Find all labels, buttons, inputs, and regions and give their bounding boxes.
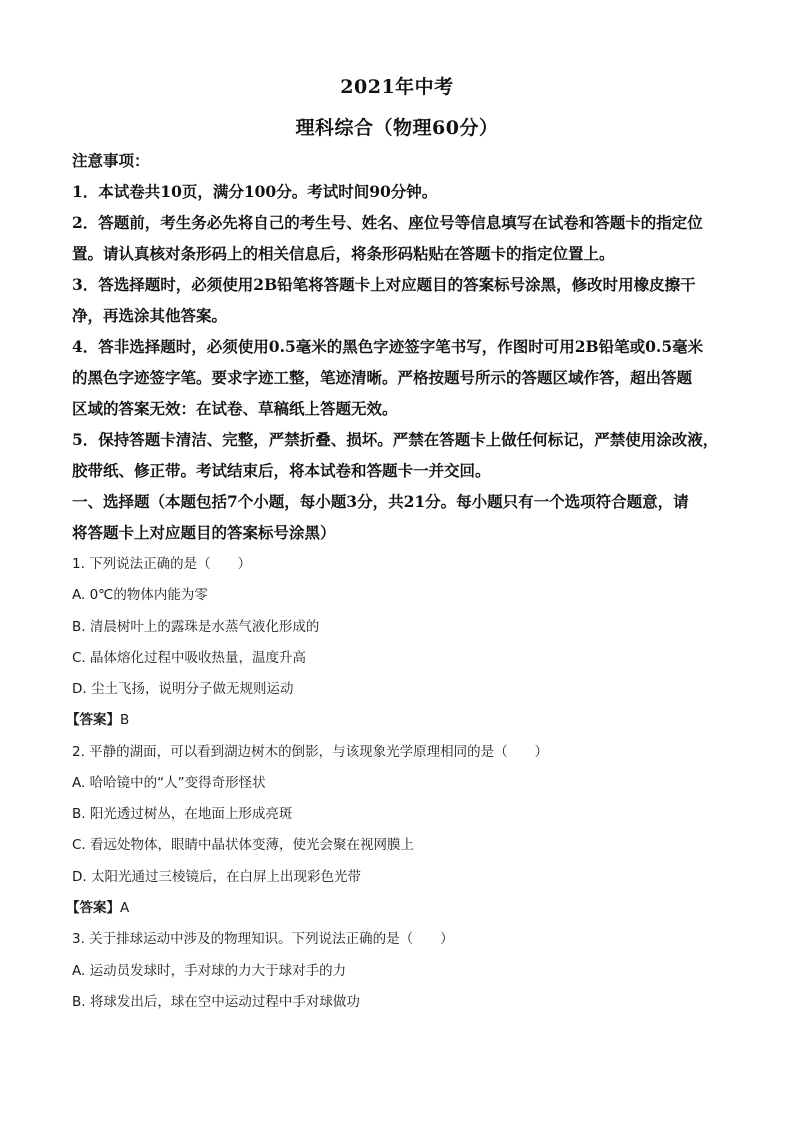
- notes-line: 的黑色字迹签字笔。要求字迹工整，笔迹清晰。严格按题号所示的答题区域作答，超出答题: [72, 368, 693, 387]
- exam-subtitle: 理科综合（物理60分）: [295, 117, 499, 139]
- question-stem: 2. 平静的湖面，可以看到湖边树木的倒影，与该现象光学原理相同的是（ ）: [72, 744, 549, 760]
- notes-line: 4．答非选择题时，必须使用0.5毫米的黑色字迹签字笔书写，作图时可用2B铅笔或0.5毫米: [72, 337, 704, 356]
- notes-line: 置。请认真核对条形码上的相关信息后，将条形码粘贴在答题卡的指定位置上。: [72, 244, 615, 263]
- notes-line: 净，再选涂其他答案。: [72, 306, 228, 325]
- question-option: B. 阳光透过树丛，在地面上形成亮斑: [72, 806, 293, 822]
- notes-line: 3．答选择题时，必须使用2B铅笔将答题卡上对应题目的答案标号涂黑，修改时用橡皮擦干: [72, 275, 696, 294]
- answer-value: B: [120, 712, 130, 728]
- answer-line: [66, 710, 129, 730]
- notes-line: 2．答题前，考生务必先将自己的考生号、姓名、座位号等信息填写在试卷和答题卡的指定位: [72, 213, 703, 232]
- question-option: C. 看远处物体，眼睛中晶状体变薄，使光会聚在视网膜上: [72, 837, 415, 853]
- notes-line: 1．本试卷共10页，满分100分。考试时间90分钟。: [72, 182, 438, 201]
- question-option: C. 晶体熔化过程中吸收热量，温度升高: [72, 650, 307, 666]
- notes-line: 区域的答案无效：在试卷、草稿纸上答题无效。: [72, 399, 398, 418]
- notes-line: 胶带纸、修正带。考试结束后，将本试卷和答题卡一并交回。: [72, 461, 491, 480]
- answer-line: [66, 898, 129, 918]
- question-option: A. 0℃的物体内能为零: [72, 587, 208, 603]
- answer-tag: 【答案】: [66, 900, 120, 916]
- notes-heading: 注意事项：: [72, 151, 150, 170]
- question-option: D. 尘土飞扬，说明分子做无规则运动: [72, 681, 294, 697]
- question-stem: 1. 下列说法正确的是（ ）: [72, 556, 252, 572]
- question-option: D. 太阳光通过三棱镜后，在白屏上出现彩色光带: [72, 869, 361, 885]
- question-option: A. 运动员发球时，手对球的力大于球对手的力: [72, 963, 347, 979]
- question-option: B. 清晨树叶上的露珠是水蒸气液化形成的: [72, 619, 320, 635]
- answer-tag: 【答案】: [66, 712, 120, 728]
- question-option: B. 将球发出后，球在空中运动过程中手对球做功: [72, 994, 360, 1010]
- section-heading: 将答题卡上对应题目的答案标号涂黑）: [72, 523, 336, 542]
- section-heading: 一、选择题（本题包括7个小题，每小题3分，共21分。每小题只有一个选项符合题意，请: [72, 492, 689, 511]
- exam-title: 2021年中考: [340, 76, 454, 98]
- question-option: A. 哈哈镜中的“人”变得奇形怪状: [72, 775, 266, 791]
- notes-line: 5．保持答题卡清洁、完整，严禁折叠、损坏。严禁在答题卡上做任何标记，严禁使用涂改液，: [72, 430, 719, 449]
- answer-value: A: [120, 900, 130, 916]
- question-stem: 3. 关于排球运动中涉及的物理知识。下列说法正确的是（ ）: [72, 931, 454, 947]
